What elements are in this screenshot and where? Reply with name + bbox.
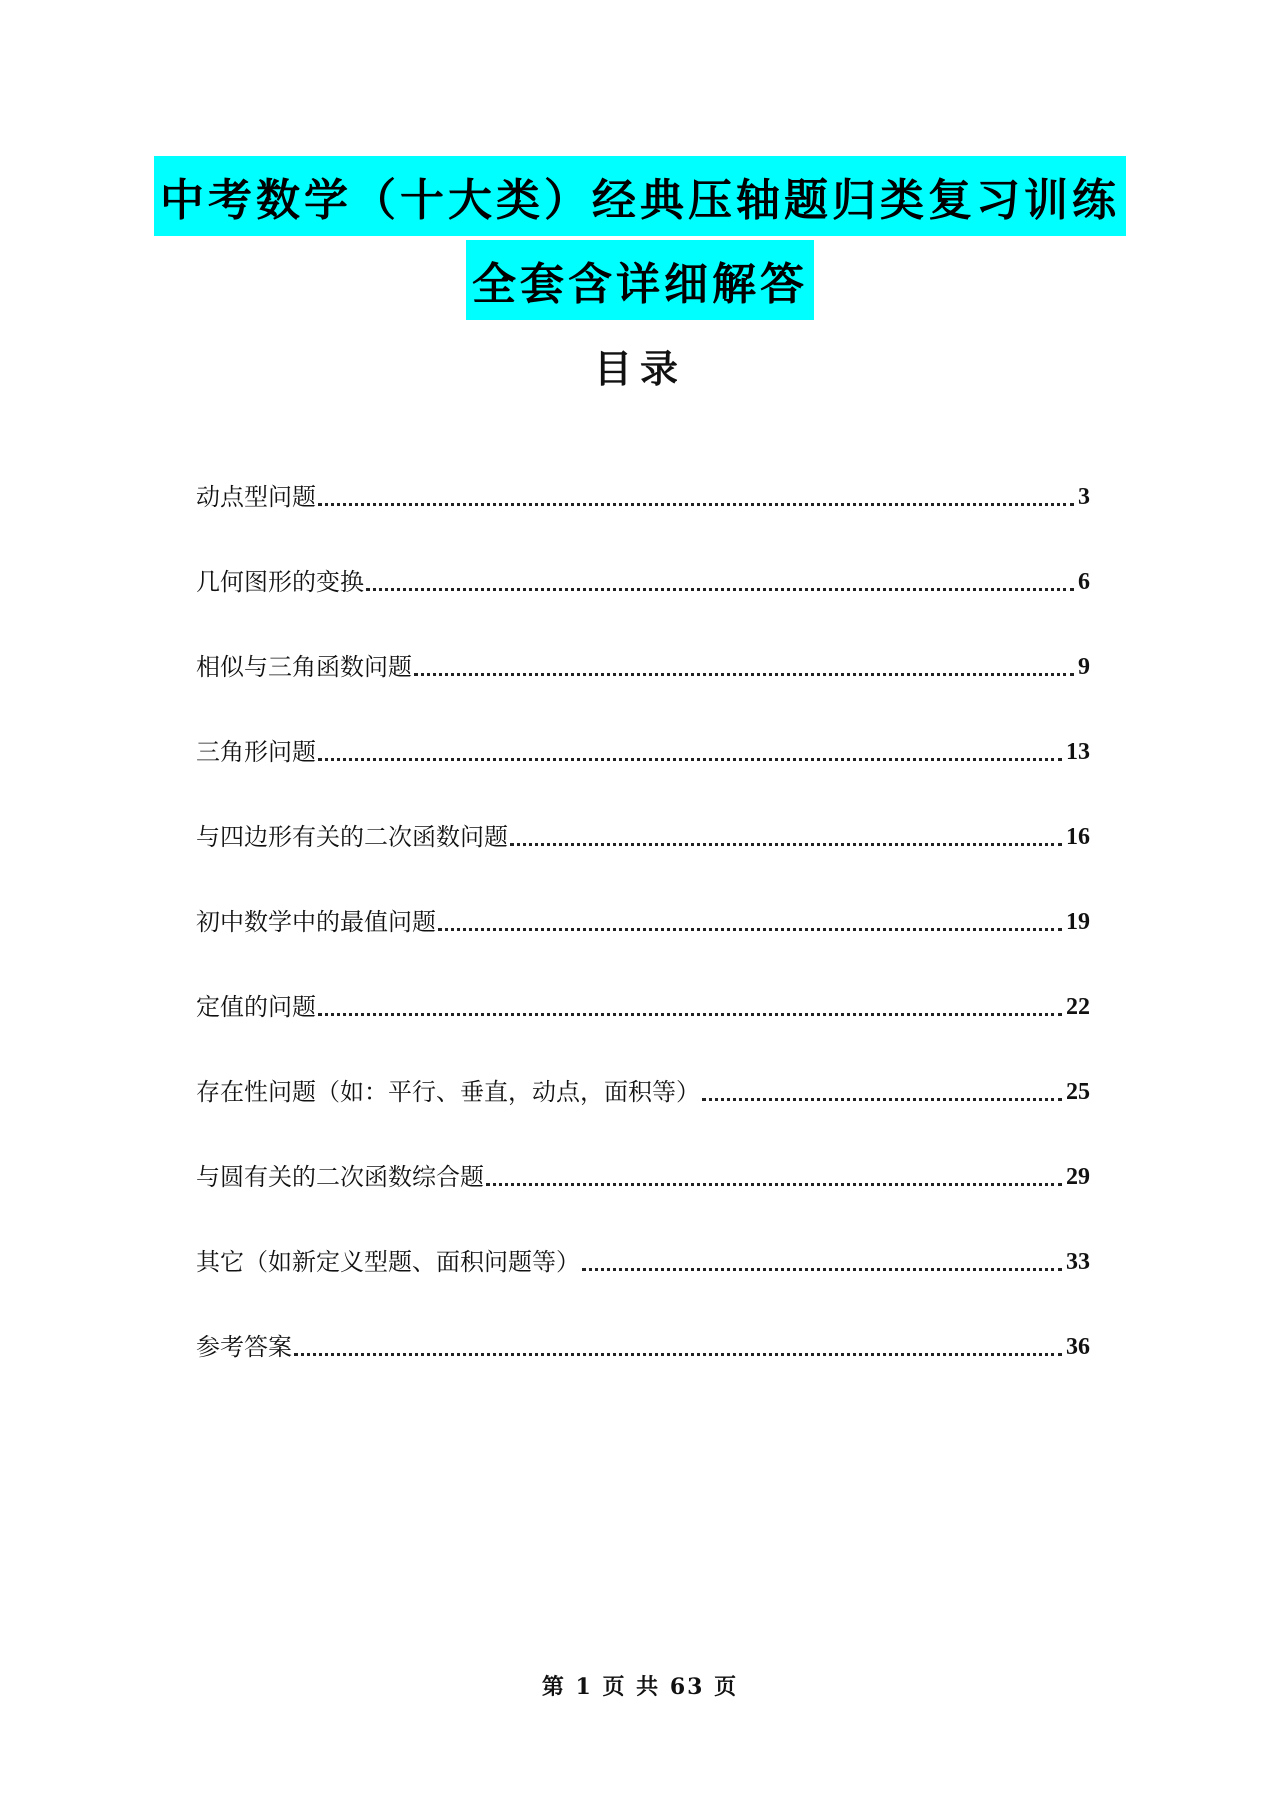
toc-entry-page: 13 bbox=[1066, 739, 1090, 765]
toc-entry[interactable] bbox=[196, 598, 1090, 683]
toc-entry-page: 9 bbox=[1078, 654, 1090, 680]
toc-entry-page: 25 bbox=[1066, 1079, 1090, 1105]
toc-leader-dots bbox=[318, 1013, 1062, 1016]
toc-entry-page: 3 bbox=[1078, 484, 1090, 510]
toc-entry-label: 三角形问题 bbox=[196, 738, 316, 766]
page-footer: 第 1 页 共 63 页 bbox=[541, 1674, 739, 1700]
toc-leader-dots bbox=[366, 588, 1074, 591]
toc-entry[interactable] bbox=[196, 1108, 1090, 1193]
toc-entry-label: 与四边形有关的二次函数问题 bbox=[196, 823, 508, 851]
toc-entry-label: 动点型问题 bbox=[196, 483, 316, 511]
toc-entry[interactable] bbox=[196, 1023, 1090, 1108]
toc-entry-label: 其它（如新定义型题、面积问题等） bbox=[196, 1248, 580, 1276]
toc-entry[interactable] bbox=[196, 853, 1090, 938]
toc-entry[interactable] bbox=[196, 513, 1090, 598]
toc-entry[interactable] bbox=[196, 938, 1090, 1023]
toc-entry-page: 19 bbox=[1066, 909, 1090, 935]
toc-entry-label: 存在性问题（如：平行、垂直，动点，面积等） bbox=[196, 1078, 700, 1106]
toc-leader-dots bbox=[582, 1268, 1062, 1271]
toc-entry-page: 22 bbox=[1066, 994, 1090, 1020]
toc-leader-dots bbox=[486, 1183, 1062, 1186]
toc-entry-label: 初中数学中的最值问题 bbox=[196, 908, 436, 936]
toc-entry-label: 参考答案 bbox=[196, 1333, 292, 1361]
toc-entry[interactable] bbox=[196, 683, 1090, 768]
toc-entry-label: 定值的问题 bbox=[196, 993, 316, 1021]
toc-leader-dots bbox=[438, 928, 1062, 931]
toc-leader-dots bbox=[294, 1353, 1062, 1356]
document-title: 中考数学（十大类）经典压轴题归类复习训练 bbox=[154, 156, 1126, 236]
toc-entry[interactable] bbox=[196, 1193, 1090, 1278]
title-line-2-block bbox=[0, 240, 1280, 320]
table-of-contents bbox=[196, 428, 1090, 1363]
toc-heading: 目录 bbox=[593, 347, 686, 391]
toc-entry-label: 与圆有关的二次函数综合题 bbox=[196, 1163, 484, 1191]
toc-leader-dots bbox=[414, 673, 1074, 676]
toc-entry[interactable] bbox=[196, 768, 1090, 853]
toc-leader-dots bbox=[318, 758, 1062, 761]
toc-leader-dots bbox=[702, 1098, 1062, 1101]
toc-entry-page: 36 bbox=[1066, 1334, 1090, 1360]
toc-entry-page: 33 bbox=[1066, 1249, 1090, 1275]
toc-entry[interactable] bbox=[196, 1278, 1090, 1363]
toc-entry-label: 相似与三角函数问题 bbox=[196, 653, 412, 681]
toc-leader-dots bbox=[318, 503, 1074, 506]
toc-leader-dots bbox=[510, 843, 1062, 846]
title-line-1-block bbox=[0, 156, 1280, 236]
toc-entry-page: 29 bbox=[1066, 1164, 1090, 1190]
toc-entry-page: 16 bbox=[1066, 824, 1090, 850]
toc-entry-page: 6 bbox=[1078, 569, 1090, 595]
document-subtitle: 全套含详细解答 bbox=[466, 240, 814, 320]
toc-entry[interactable] bbox=[196, 428, 1090, 513]
toc-entry-label: 几何图形的变换 bbox=[196, 568, 364, 596]
